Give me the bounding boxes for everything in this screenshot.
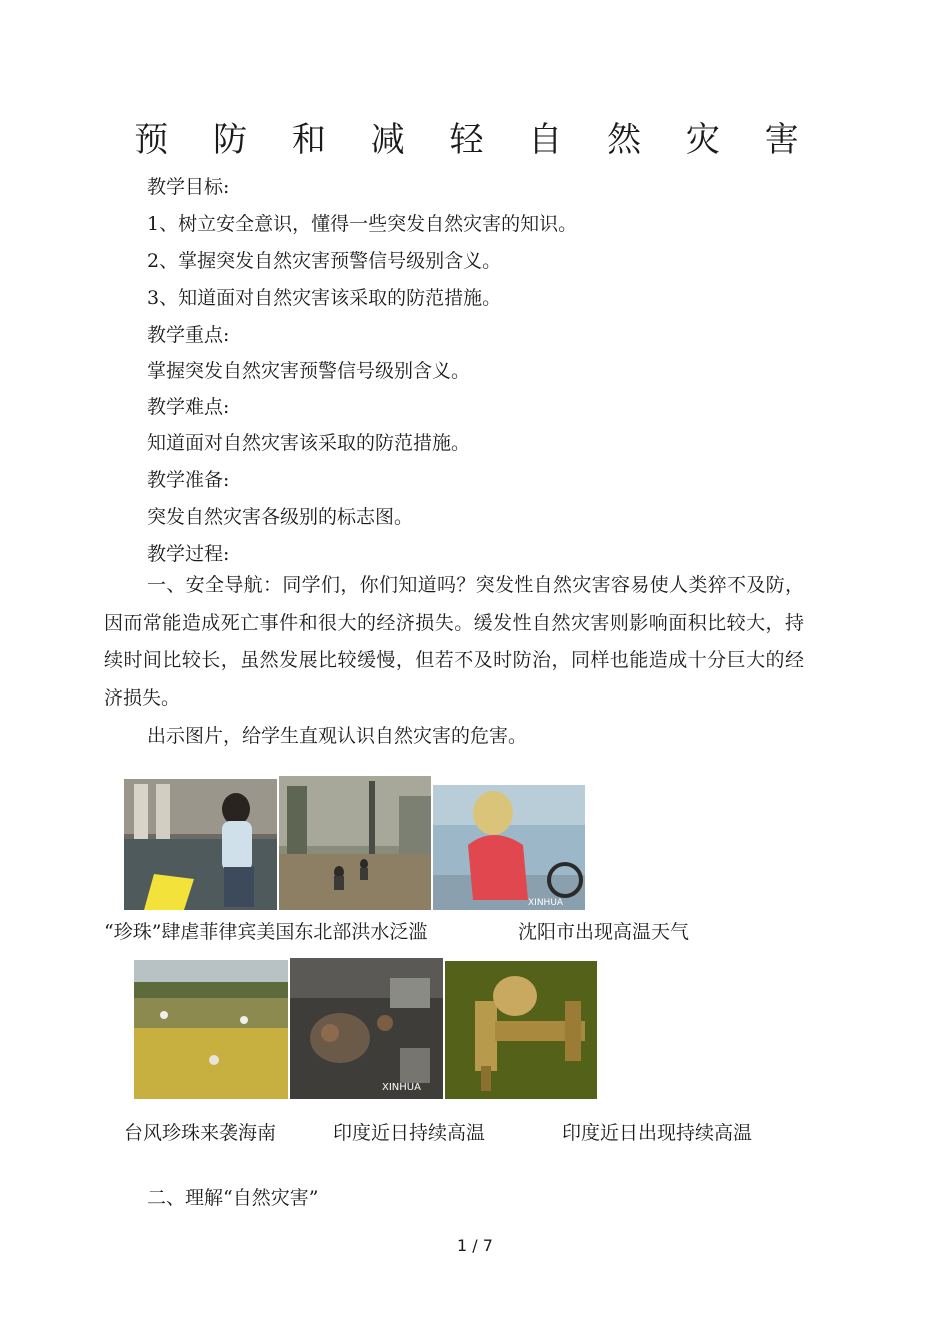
- page-title: 预 防 和 减 轻 自 然 灾 害: [134, 120, 816, 160]
- goal-2: 2、掌握突发自然灾害预警信号级别含义。: [147, 250, 502, 272]
- photo-india-heat-1: [290, 958, 443, 1099]
- page-number: 1 / 7: [457, 1236, 493, 1255]
- section-two-heading: 二、理解“自然灾害”: [147, 1187, 319, 1209]
- process-heading: 教学过程:: [147, 543, 230, 565]
- photo-typhoon-hainan: [134, 960, 288, 1099]
- xinhua-watermark-2: XINHUA: [382, 1082, 421, 1093]
- caption-row2-c: 印度近日出现持续高温: [562, 1122, 753, 1144]
- photo-india-heat-2: [445, 961, 597, 1099]
- prep-heading: 教学准备:: [147, 469, 230, 491]
- caption-row1-a: “珍珠”肆虐菲律宾美国东北部洪水泛滥: [104, 921, 428, 943]
- goal-1: 1、树立安全意识，懂得一些突发自然灾害的知识。: [147, 213, 578, 235]
- key-heading: 教学重点:: [147, 324, 230, 346]
- difficult-heading: 教学难点:: [147, 396, 230, 418]
- photo-us-flood: [279, 776, 431, 910]
- goal-3: 3、知道面对自然灾害该采取的防范措施。: [147, 287, 502, 309]
- show-images-text: 出示图片，给学生直观认识自然灾害的危害。: [147, 725, 528, 747]
- caption-row2-a: 台风珍珠来袭海南: [124, 1122, 277, 1144]
- difficult-text: 知道面对自然灾害该采取的防范措施。: [147, 432, 471, 454]
- caption-row2-b: 印度近日持续高温: [333, 1122, 486, 1144]
- photo-typhoon-philippines: [124, 779, 277, 910]
- key-text: 掌握突发自然灾害预警信号级别含义。: [147, 360, 471, 382]
- caption-row1-b: 沈阳市出现高温天气: [518, 921, 690, 943]
- photo-shenyang-heat: [433, 785, 585, 910]
- process-paragraph: 一、安全导航：同学们，你们知道吗？突发性自然灾害容易使人类猝不及防，因而常能造成死亡事件和很大的经济损失。缓发性自然灾害则影响面积比较大，持续时间比较长，虽然发展比较缓慢，但若不及时防治，同样也能造成十分巨大的经济损失。: [104, 574, 804, 709]
- xinhua-watermark-1: XINHUA: [528, 898, 564, 908]
- prep-text: 突发自然灾害各级别的标志图。: [147, 506, 414, 528]
- goals-heading: 教学目标:: [147, 176, 230, 198]
